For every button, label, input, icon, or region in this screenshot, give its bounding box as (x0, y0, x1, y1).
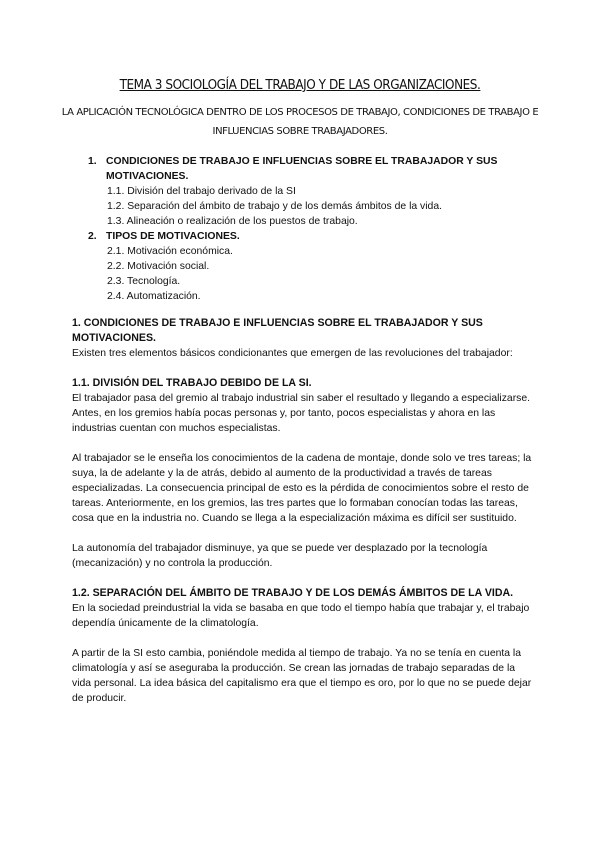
paragraph: El trabajador pasa del gremio al trabajo industrial sin saber el resultado y llegando a especializarse. Antes, en los gremios había pocas personas y, por tanto, pocos especialistas y ahora en las industrias cuentan con muchos especialistas. (72, 393, 531, 434)
toc-subitem: 1.1. División del trabajo derivado de la SI (107, 186, 296, 197)
toc-item-number: 1. (88, 156, 97, 167)
toc-item-1 (88, 154, 548, 184)
paragraph: A partir de la SI esto cambia, poniéndole medida al tiempo de trabajo. Ya no se tenía en cuenta la climatología y así se aseguraba la producción. Se crean las jornadas de trabajo separadas de la vida personal. La idea básica del capitalismo era que el tiempo es oro, por lo que no se puede dejar de producir. (72, 648, 532, 704)
paragraph: La autonomía del trabajador disminuye, ya que se puede ver desplazado por la tecnología (mecanización) y no controla la producción. (72, 543, 488, 569)
toc-subitem: 2.2. Motivación social. (107, 261, 210, 272)
paragraph: Al trabajador se le enseña los conocimientos de la cadena de montaje, donde solo ve tres tareas; la suya, la de adelante y la de atrás, debido al aumento de la productividad a través de tareas especializadas. La consecuencia principal de esto es la pérdida de conocimientos sobre el resto de tareas. Anteriormente, en los gremios, las tres partes que lo formaban conocían todas las tareas, cosa que en la industria no. Cuando se llega a la especialización máxima es difícil ser sustituido. (72, 453, 532, 524)
section-1-heading: 1. CONDICIONES DE TRABAJO E INFLUENCIAS SOBRE EL TRABAJADOR Y SUS MOTIVACIONES. (72, 317, 483, 344)
toc-item-2 (88, 229, 548, 244)
toc-item-label: TIPOS DE MOTIVACIONES. (106, 231, 240, 242)
section-1-intro: Existen tres elementos básicos condicionantes que emergen de las revoluciones del trabajador: (72, 348, 513, 359)
toc-subitem: 2.1. Motivación económica. (107, 246, 233, 257)
document-subtitle: LA APLICACIÓN TECNOLÓGICA DENTRO DE LOS PROCESOS DE TRABAJO, CONDICIONES DE TRABAJO E INFLUENCIAS SOBRE TRABAJADORES. (61, 107, 539, 137)
section-1-1-heading: 1.1. DIVISIÓN DEL TRABAJO DEBIDO DE LA SI. (72, 377, 312, 389)
document-title: TEMA 3 SOCIOLOGÍA DEL TRABAJO Y DE LAS ORGANIZACIONES. (119, 78, 481, 93)
toc-subitem: 1.3. Alineación o realización de los puestos de trabajo. (107, 216, 358, 227)
paragraph: En la sociedad preindustrial la vida se basaba en que todo el tiempo había que trabajar y, el trabajo dependía únicamente de la climatología. (72, 603, 530, 629)
toc-subitem: 1.2. Separación del ámbito de trabajo y de los demás ámbitos de la vida. (107, 201, 443, 212)
toc-item-number: 2. (88, 231, 97, 242)
toc-subitem: 2.3. Tecnología. (107, 276, 181, 287)
document-body (72, 316, 532, 706)
toc-subitem: 2.4. Automatización. (107, 291, 201, 302)
toc-item-label: CONDICIONES DE TRABAJO E INFLUENCIAS SOBRE EL TRABAJADOR Y SUS MOTIVACIONES. (106, 156, 498, 182)
section-1-2-heading: 1.2. SEPARACIÓN DEL ÁMBITO DE TRABAJO Y DE LOS DEMÁS ÁMBITOS DE LA VIDA. (72, 587, 514, 599)
table-of-contents (88, 154, 548, 304)
